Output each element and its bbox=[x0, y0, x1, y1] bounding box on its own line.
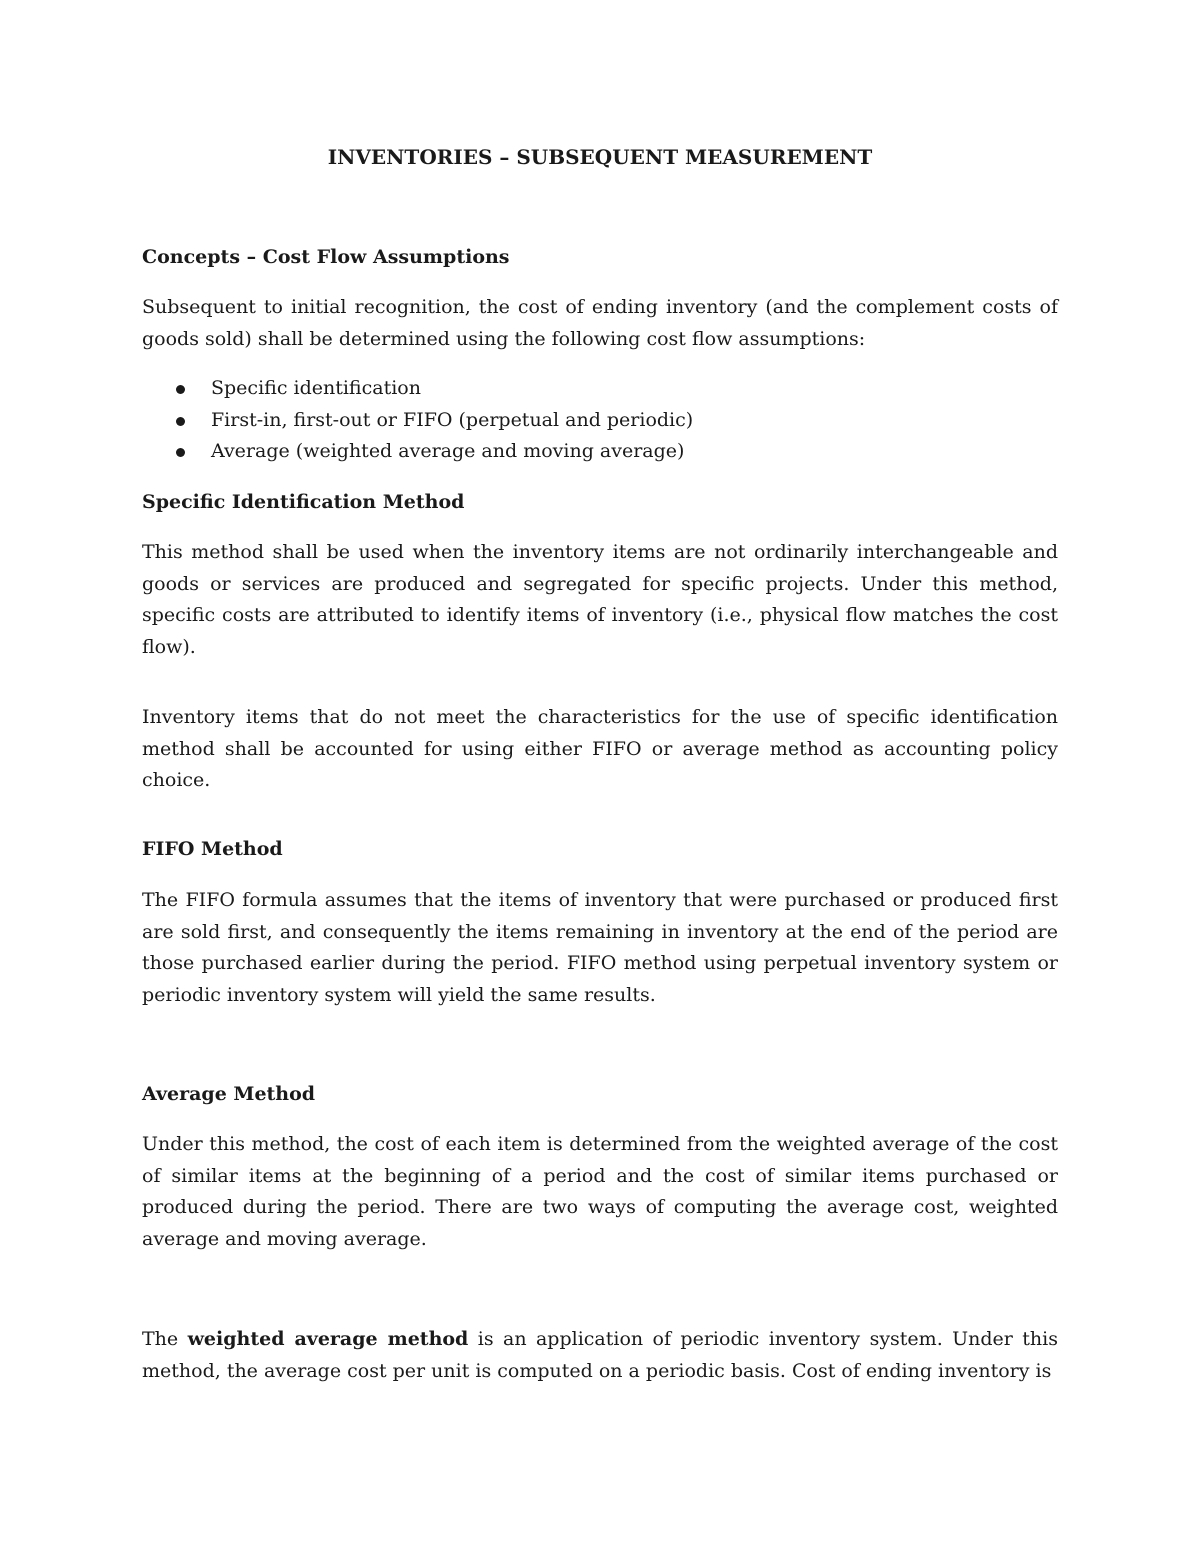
average-heading: Average Method bbox=[142, 1083, 316, 1105]
fifo-heading: FIFO Method bbox=[142, 838, 283, 860]
average-paragraph: Under this method, the cost of each item is determined from the weighted average of the cost of similar items at the beginning of a period and the cost of similar items purchased or produced during the period. There are two ways of computing the average cost, weighted average and moving average. bbox=[142, 1133, 1058, 1250]
bullet-item bbox=[142, 436, 1058, 468]
cost-flow-bullet-list bbox=[142, 373, 1058, 468]
specific-identification-heading: Specific Identification Method bbox=[142, 491, 465, 513]
bullet-text: Specific identification bbox=[211, 377, 421, 399]
specific-identification-paragraph-1: This method shall be used when the inventory items are not ordinarily interchangeable and goods or services are produced and segregated for specific projects. Under this method, specific costs are attributed to identify items of inventory (i.e., physical flow matches the cost flow). bbox=[142, 541, 1058, 658]
specific-identification-paragraph-2: Inventory items that do not meet the characteristics for the use of specific identification method shall be accounted for using either FIFO or average method as accounting policy choice. bbox=[142, 706, 1058, 791]
weighted-average-paragraph bbox=[142, 1324, 1058, 1387]
document-title: INVENTORIES – SUBSEQUENT MEASUREMENT bbox=[327, 145, 873, 169]
bullet-dot-icon bbox=[176, 385, 185, 394]
bullet-text: First-in, first-out or FIFO (perpetual and periodic) bbox=[211, 408, 694, 431]
bullet-item bbox=[142, 373, 1058, 405]
fifo-paragraph: The FIFO formula assumes that the items of inventory that were purchased or produced first are sold first, and consequently the items remaining in inventory at the end of the period are those purchased earlier during the period. FIFO method using perpetual inventory system or periodic inventory system will yield the same results. bbox=[142, 889, 1058, 1006]
concepts-heading: Concepts – Cost Flow Assumptions bbox=[142, 246, 510, 268]
bullet-dot-icon bbox=[176, 417, 185, 426]
bullet-text: Average (weighted average and moving average) bbox=[211, 440, 685, 462]
weighted-average-term: weighted average method bbox=[187, 1328, 469, 1350]
weighted-prefix: The bbox=[142, 1328, 188, 1350]
weighted-rest: is an application of periodic inventory system. Under this method, the average cost per unit is computed on a periodic basis. Cost of ending inventory is bbox=[142, 1328, 1059, 1382]
bullet-item bbox=[142, 405, 1058, 437]
concepts-paragraph: Subsequent to initial recognition, the cost of ending inventory (and the complement costs of goods sold) shall be determined using the following cost flow assumptions: bbox=[142, 296, 1058, 350]
bullet-dot-icon bbox=[176, 448, 185, 457]
